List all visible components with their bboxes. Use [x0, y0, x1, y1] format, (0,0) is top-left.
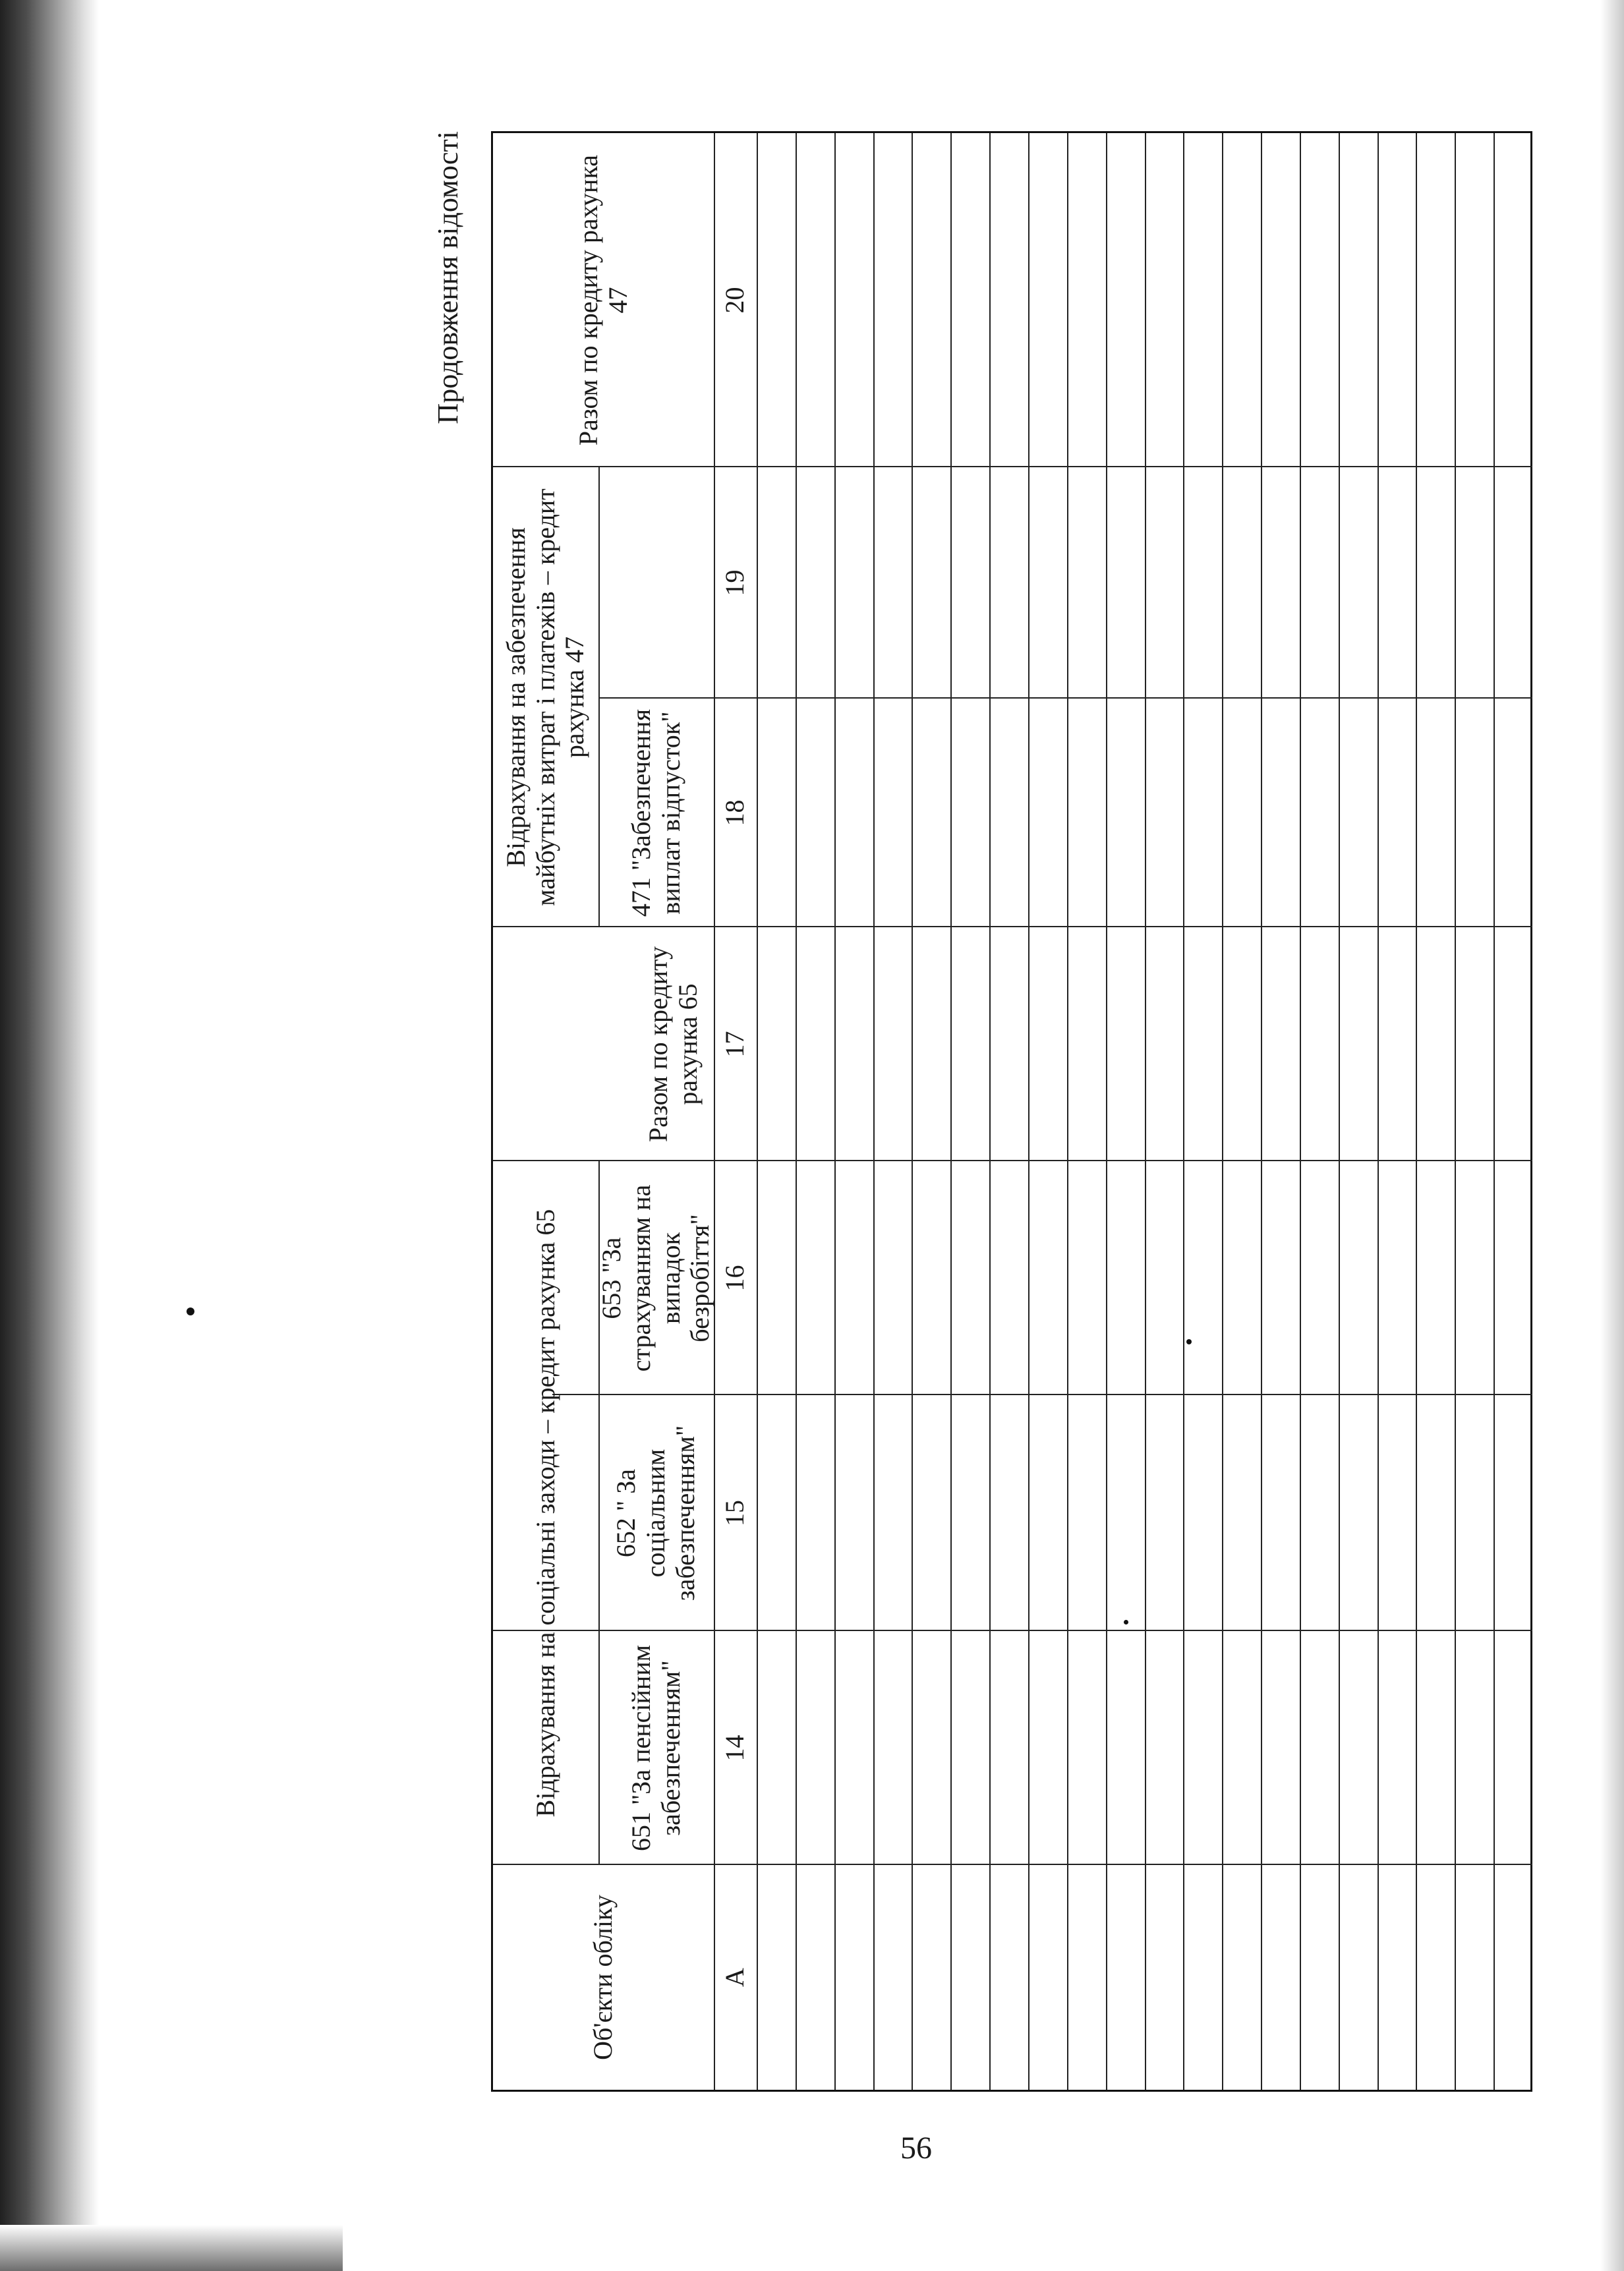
table-cell[interactable]: [1378, 1161, 1416, 1395]
table-cell[interactable]: [989, 133, 1028, 467]
table-cell[interactable]: [1028, 133, 1067, 467]
table-cell[interactable]: [1339, 927, 1378, 1161]
table-cell[interactable]: [873, 133, 912, 467]
table-cell[interactable]: [1183, 1631, 1222, 1865]
table-cell[interactable]: [1261, 699, 1300, 927]
table-cell[interactable]: [989, 1161, 1028, 1395]
table-cell[interactable]: [1494, 1395, 1532, 1631]
table-cell[interactable]: [757, 467, 796, 699]
table-cell[interactable]: [1300, 927, 1339, 1161]
table-cell[interactable]: [1261, 1865, 1300, 2090]
continuation-title: Продовження відомості: [432, 131, 464, 424]
table-cell[interactable]: [1145, 133, 1184, 467]
table-cell[interactable]: [796, 133, 834, 467]
table-cell[interactable]: [1339, 699, 1378, 927]
column-number: 16: [720, 1265, 750, 1292]
table-cell[interactable]: [1416, 133, 1455, 467]
table-cell[interactable]: [1378, 133, 1416, 467]
table-cell[interactable]: [1222, 1631, 1261, 1865]
table-cell[interactable]: [1455, 133, 1494, 467]
table-cell[interactable]: [757, 1631, 796, 1865]
table-cell[interactable]: [796, 1631, 834, 1865]
table-cell[interactable]: [1416, 927, 1455, 1161]
table-cell[interactable]: [989, 1395, 1028, 1631]
table-cell[interactable]: [1067, 133, 1106, 467]
table-cell[interactable]: [1145, 927, 1184, 1161]
table-cell[interactable]: [1106, 1865, 1145, 2090]
header-total-47: Разом по кредиту рахунка 47: [573, 154, 633, 446]
table-cell[interactable]: [1183, 467, 1222, 699]
table-cell[interactable]: [1416, 1395, 1455, 1631]
table-cell[interactable]: [1455, 467, 1494, 699]
table-cell[interactable]: [1106, 1395, 1145, 1631]
table-cell[interactable]: [1300, 133, 1339, 467]
table-cell[interactable]: [1416, 1631, 1455, 1865]
table-cell[interactable]: [1494, 927, 1532, 1161]
table-cell[interactable]: [757, 1865, 796, 2090]
table-cell[interactable]: [950, 1865, 989, 2090]
table-cell[interactable]: [757, 133, 796, 467]
table-cell[interactable]: [796, 927, 834, 1161]
table-cell[interactable]: [989, 699, 1028, 927]
table-cell[interactable]: [1145, 1395, 1184, 1631]
table-cell[interactable]: [757, 1395, 796, 1631]
table-cell[interactable]: [757, 1161, 796, 1395]
table-cell[interactable]: [1183, 1865, 1222, 2090]
table-cell[interactable]: [1028, 1865, 1067, 2090]
table-cell[interactable]: [1261, 927, 1300, 1161]
table-cell[interactable]: [1378, 927, 1416, 1161]
table-cell[interactable]: [989, 1631, 1028, 1865]
table-cell[interactable]: [1494, 1161, 1532, 1395]
table-cell[interactable]: [1222, 1395, 1261, 1631]
table-cell[interactable]: [912, 1395, 950, 1631]
rotated-document: [425, 131, 1546, 2092]
table-cell[interactable]: [912, 1865, 950, 2090]
table-cell[interactable]: [1067, 699, 1106, 927]
table-cell[interactable]: [1300, 1865, 1339, 2090]
table-cell[interactable]: [1378, 467, 1416, 699]
table-cell[interactable]: [757, 699, 796, 927]
table-cell[interactable]: [1455, 1161, 1494, 1395]
table-cell[interactable]: [1106, 1631, 1145, 1865]
table-cell[interactable]: [1183, 1395, 1222, 1631]
table-cell[interactable]: [1028, 927, 1067, 1161]
table-cell[interactable]: [1183, 133, 1222, 467]
table-cell[interactable]: [796, 467, 834, 699]
table-cell[interactable]: [1106, 699, 1145, 927]
table-cell[interactable]: [834, 467, 873, 699]
table-cell[interactable]: [1261, 1395, 1300, 1631]
table-cell[interactable]: [1183, 699, 1222, 927]
table-cell[interactable]: [1067, 1865, 1106, 2090]
table-cell[interactable]: [1300, 467, 1339, 699]
column-number: 19: [720, 569, 750, 596]
table-cell[interactable]: [757, 927, 796, 1161]
table-cell[interactable]: [796, 699, 834, 927]
table-cell[interactable]: [1145, 467, 1184, 699]
column-number: 17: [720, 1031, 750, 1058]
table-cell[interactable]: [834, 699, 873, 927]
scan-bottom-shadow: [0, 2225, 343, 2271]
header-col-19: [598, 467, 714, 699]
table-cell[interactable]: [912, 927, 950, 1161]
table-cell[interactable]: [873, 467, 912, 699]
table-cell[interactable]: [950, 927, 989, 1161]
table-cell[interactable]: [1222, 467, 1261, 699]
table-cell[interactable]: [989, 1865, 1028, 2090]
table-cell[interactable]: [1028, 467, 1067, 699]
table-cell[interactable]: [1028, 1161, 1067, 1395]
table-cell[interactable]: [1300, 1395, 1339, 1631]
table-cell[interactable]: [950, 133, 989, 467]
table-cell[interactable]: [1261, 133, 1300, 467]
table-cell[interactable]: [912, 699, 950, 927]
table-cell[interactable]: [912, 133, 950, 467]
table-cell[interactable]: [1339, 1865, 1378, 2090]
table-cell[interactable]: [1028, 699, 1067, 927]
table-cell[interactable]: [1339, 1631, 1378, 1865]
table-cell[interactable]: [1416, 467, 1455, 699]
table-cell[interactable]: [1300, 699, 1339, 927]
table-cell[interactable]: [1106, 1161, 1145, 1395]
column-number: 18: [720, 799, 750, 826]
table-cell[interactable]: [1378, 1631, 1416, 1865]
page-number: 56: [900, 2131, 932, 2166]
table-cell[interactable]: [912, 1161, 950, 1395]
table-cell[interactable]: [1339, 133, 1378, 467]
table-cell[interactable]: [1416, 1161, 1455, 1395]
table-cell[interactable]: [950, 1395, 989, 1631]
table-cell[interactable]: [834, 133, 873, 467]
table-cell[interactable]: [1339, 1395, 1378, 1631]
table-cell[interactable]: [834, 1865, 873, 2090]
header-col-471: 471 "Забезпечення виплат відпусток": [625, 708, 685, 917]
table-cell[interactable]: [1145, 1865, 1184, 2090]
table-cell[interactable]: [1455, 1865, 1494, 2090]
header-col-652: 652 " За соціальним забезпеченням": [611, 1425, 700, 1601]
table-cell[interactable]: [1455, 927, 1494, 1161]
header-group-65: Відрахування на соціальні заходи – кредит рахунка 65: [530, 1209, 560, 1818]
scan-binding-shadow: [0, 0, 99, 2271]
table-cell[interactable]: [1494, 467, 1532, 699]
table-cell[interactable]: [989, 927, 1028, 1161]
table-cell[interactable]: [989, 467, 1028, 699]
table-cell[interactable]: [1222, 1865, 1261, 2090]
table-cell[interactable]: [1222, 699, 1261, 927]
table-cell[interactable]: [1455, 699, 1494, 927]
table-cell[interactable]: [873, 699, 912, 927]
table-cell[interactable]: [1261, 1631, 1300, 1865]
header-total-65: Разом по кредиту рахунка 65: [643, 946, 703, 1142]
table-cell[interactable]: [1222, 927, 1261, 1161]
ledger-table: [491, 131, 1532, 2092]
table-cell[interactable]: [834, 1161, 873, 1395]
table-cell[interactable]: [1416, 699, 1455, 927]
table-cell[interactable]: [834, 1395, 873, 1631]
table-cell[interactable]: [1145, 699, 1184, 927]
table-cell[interactable]: [1183, 927, 1222, 1161]
table-cell[interactable]: [1067, 1395, 1106, 1631]
table-cell[interactable]: [950, 1161, 989, 1395]
table-cell[interactable]: [1378, 1865, 1416, 2090]
table-cell[interactable]: [796, 1865, 834, 2090]
table-cell[interactable]: [1028, 1631, 1067, 1865]
table-cell[interactable]: [796, 1161, 834, 1395]
table-cell[interactable]: [796, 1395, 834, 1631]
column-number: А: [720, 1968, 750, 1987]
table-cell[interactable]: [873, 1865, 912, 2090]
table-cell[interactable]: [1378, 699, 1416, 927]
table-cell[interactable]: [1339, 467, 1378, 699]
table-cell[interactable]: [873, 1395, 912, 1631]
table-cell[interactable]: [1378, 1395, 1416, 1631]
table-cell[interactable]: [1067, 1161, 1106, 1395]
column-number: 14: [720, 1735, 750, 1762]
table-cell[interactable]: [1067, 927, 1106, 1161]
table-cell[interactable]: [1028, 1395, 1067, 1631]
scan-right-shadow: [1600, 0, 1624, 2271]
table-cell[interactable]: [1222, 1161, 1261, 1395]
header-col-651: 651 "За пенсійним забезпеченням": [625, 1644, 685, 1852]
table-cell[interactable]: [950, 467, 989, 699]
header-group-47: Відрахування на забезпечення майбутніх витрат і платежів – кредит рахунка 47: [500, 488, 590, 906]
table-cell[interactable]: [1145, 1631, 1184, 1865]
column-number: 20: [720, 287, 750, 314]
table-cell[interactable]: [1339, 1161, 1378, 1395]
table-cell[interactable]: [1494, 699, 1532, 927]
table-cell[interactable]: [1106, 927, 1145, 1161]
header-objects: Об'єкти обліку: [588, 1895, 618, 2060]
table-cell[interactable]: [1261, 467, 1300, 699]
table-cell[interactable]: [1416, 1865, 1455, 2090]
table-cell[interactable]: [950, 1631, 989, 1865]
table-cell[interactable]: [1145, 1161, 1184, 1395]
table-cell[interactable]: [912, 467, 950, 699]
table-cell[interactable]: [1455, 1631, 1494, 1865]
table-cell[interactable]: [950, 699, 989, 927]
table-cell[interactable]: [1067, 1631, 1106, 1865]
table-cell[interactable]: [1300, 1631, 1339, 1865]
table-cell[interactable]: [1494, 133, 1532, 467]
table-cell[interactable]: [873, 1161, 912, 1395]
column-number: 15: [720, 1500, 750, 1526]
table-cell[interactable]: [1222, 133, 1261, 467]
table-cell[interactable]: [1261, 1161, 1300, 1395]
scan-speck: [187, 1308, 194, 1315]
table-cell[interactable]: [873, 927, 912, 1161]
table-cell[interactable]: [873, 1631, 912, 1865]
table-cell[interactable]: [834, 927, 873, 1161]
table-cell[interactable]: [1455, 1395, 1494, 1631]
table-cell[interactable]: [1106, 467, 1145, 699]
table-cell[interactable]: [1494, 1631, 1532, 1865]
table-cell[interactable]: [1183, 1161, 1222, 1395]
table-cell[interactable]: [912, 1631, 950, 1865]
table-cell[interactable]: [834, 1631, 873, 1865]
header-col-653: 653 "За страхуванням на випадок безробіття": [596, 1184, 715, 1372]
table-cell[interactable]: [1067, 467, 1106, 699]
table-cell[interactable]: [1494, 1865, 1532, 2090]
table-cell[interactable]: [1300, 1161, 1339, 1395]
table-cell[interactable]: [1106, 133, 1145, 467]
